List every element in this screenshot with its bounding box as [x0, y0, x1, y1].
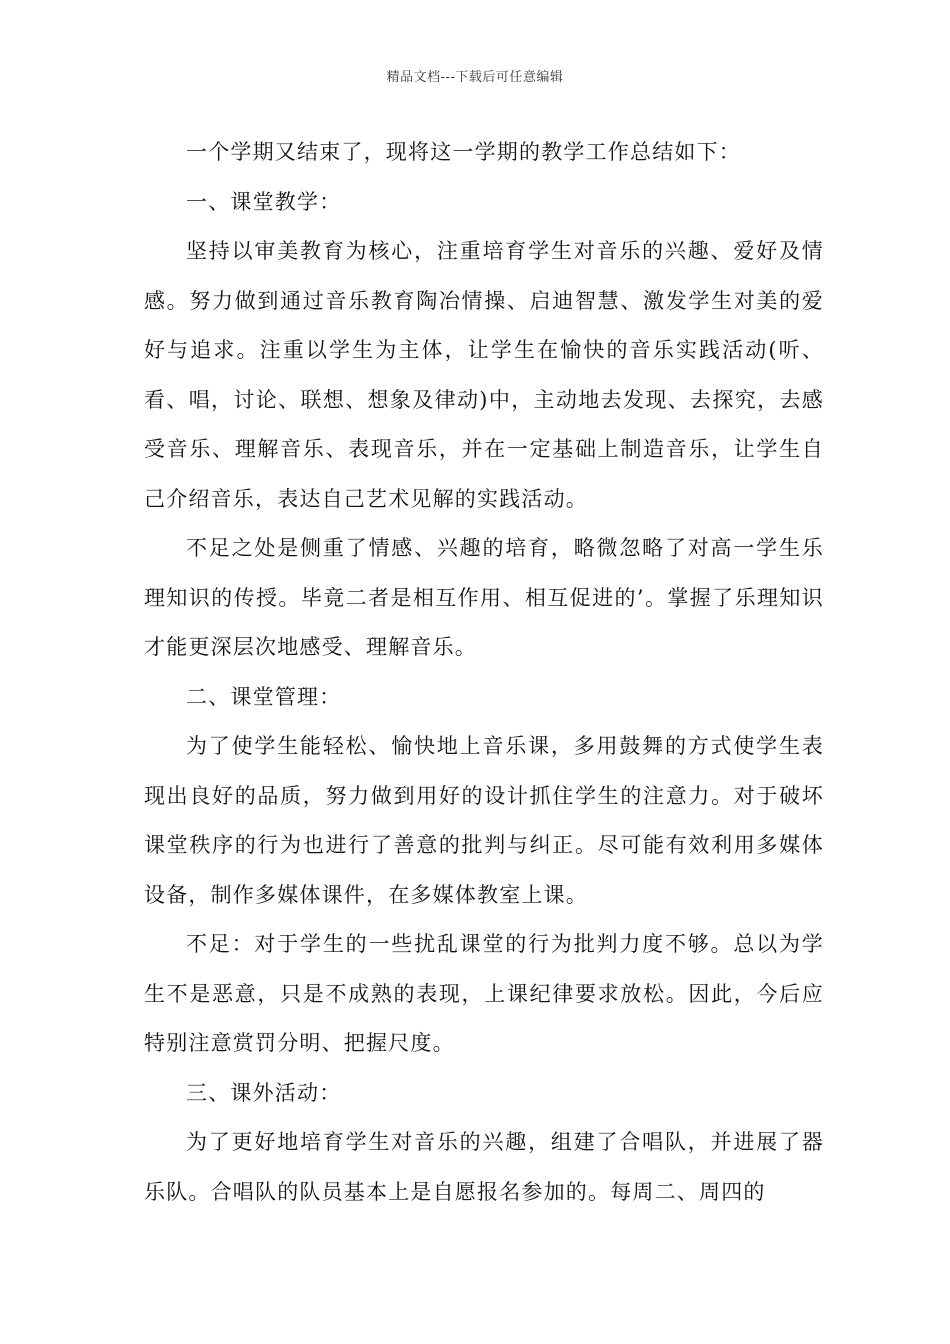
page-header: 精品文档---下载后可任意编辑 — [386, 70, 564, 85]
section-heading-classroom-teaching: 一、课堂教学： — [186, 189, 342, 214]
document-body — [144, 128, 824, 1217]
paragraph-teaching-approach: 坚持以审美教育为核心，注重培育学生对音乐的兴趣、爱好及情感。努力做到通过音乐教育陶冶情操、启迪智慧、激发学生对美的爱好与追求。注重以学生为主体，让学生在愉快的音乐实践活动(听、看、唱，讨论、联想、想象及律动)中，主动地去发现、去探究，去感受音乐、理解音乐、表现音乐，并在一定基础上制造音乐，让学生自己介绍音乐，表达自己艺术见解的实践活动。 — [144, 239, 824, 511]
paragraph-management-approach: 为了使学生能轻松、愉快地上音乐课，多用鼓舞的方式使学生表现出良好的品质，努力做到用好的设计抓住学生的注意力。对于破坏课堂秩序的行为也进行了善意的批判与纠正。尽可能有效利用多媒体设备，制作多媒体课件，在多媒体教室上课。 — [144, 734, 824, 907]
intro-paragraph: 一个学期又结束了，现将这一学期的教学工作总结如下： — [186, 140, 741, 164]
paragraph-teaching-shortcomings: 不足之处是侧重了情感、兴趣的培育，略微忽略了对高一学生乐理知识的传授。毕竟二者是相互作用、相互促进的’。掌握了乐理知识才能更深层次地感受、理解音乐。 — [144, 536, 824, 659]
paragraph-management-shortcomings: 不足：对于学生的一些扰乱课堂的行为批判力度不够。总以为学生不是恶意，只是不成熟的表现，上课纪律要求放松。因此，今后应特别注意赏罚分明、把握尺度。 — [144, 932, 824, 1055]
section-heading-classroom-management: 二、课堂管理： — [186, 684, 342, 709]
section-heading-extracurricular: 三、课外活动： — [186, 1080, 342, 1105]
paragraph-extracurricular: 为了更好地培育学生对音乐的兴趣，组建了合唱队，并进展了器乐队。合唱队的队员基本上是自愿报名参加的。每周二、周四的 — [144, 1130, 824, 1204]
